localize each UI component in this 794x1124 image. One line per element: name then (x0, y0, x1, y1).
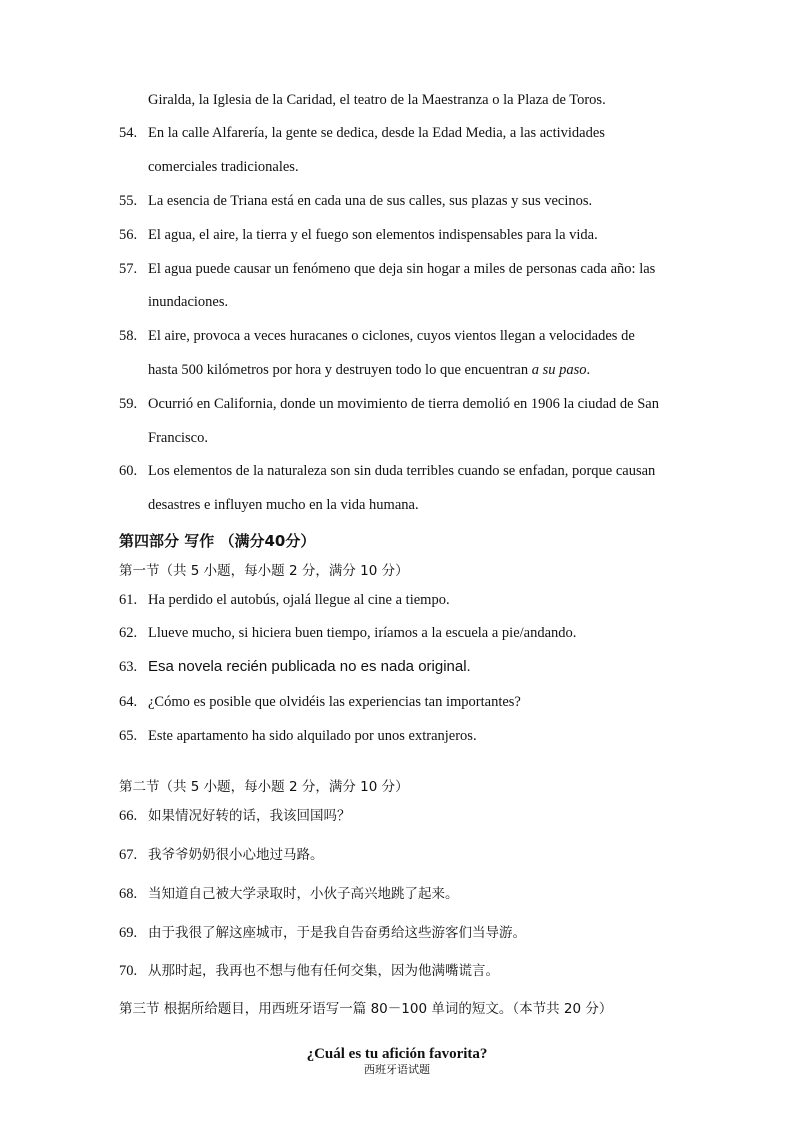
section2-heading: 第二节（共 5 小题，每小题 2 分，满分 10 分） (119, 779, 409, 795)
item-text: Ocurrió en California, donde un movimiento de tierra demolió en 1906 la ciudad de San (148, 396, 659, 412)
item-text: La esencia de Triana está en cada una de sus calles, sus plazas y sus vecinos. (148, 193, 593, 209)
item-number: 65. (119, 728, 138, 744)
item-number: 60. (119, 463, 138, 479)
item-number: 69. (119, 925, 138, 941)
item-text: Ha perdido el autobús, ojalá llegue al cine a tiempo. (148, 592, 450, 608)
part4-heading: 第四部分 写作 （满分40分） (119, 532, 316, 550)
item-text: El aire, provoca a veces huracanes o ciclones, cuyos vientos llegan a velocidades de (148, 328, 635, 344)
item-number: 67. (119, 847, 138, 863)
item-number: 64. (119, 694, 138, 710)
item-number: 62. (119, 625, 138, 641)
section3-heading: 第三节 根据所给题目，用西班牙语写一篇 80－100 单词的短文。（本节共 20 分） (119, 1001, 613, 1017)
item-58-line2-text: hasta 500 kilómetros por hora y destruyen todo lo que encuentran (148, 362, 532, 378)
item-text: En la calle Alfarería, la gente se dedica, desde la Edad Media, a las actividades (148, 125, 605, 141)
item-60-line2: desastres e influyen mucho en la vida humana. (148, 497, 419, 513)
item-text: Los elementos de la naturaleza son sin duda terribles cuando se enfadan, porque causan (148, 463, 656, 479)
item-text: 从那时起，我再也不想与他有任何交集，因为他满嘴谎言。 (148, 963, 499, 979)
item-text: Esa novela recién publicada no es nada original. (148, 658, 471, 675)
item-57-line2: inundaciones. (148, 294, 229, 310)
item-59-line2: Francisco. (148, 430, 208, 446)
item-number: 55. (119, 193, 138, 209)
item-text: 如果情况好转的话，我该回国吗？ (148, 808, 351, 824)
item-number: 66. (119, 808, 138, 824)
item-text: 由于我很了解这座城市，于是我自告奋勇给这些游客们当导游。 (148, 925, 526, 941)
page-footer: 西班牙语试题 (364, 1063, 430, 1076)
item-text: Llueve mucho, si hiciera buen tiempo, iríamos a la escuela a pie/andando. (148, 625, 577, 641)
item-text: 我爷爷奶奶很小心地过马路。 (148, 847, 324, 863)
item-53-continuation: Giralda, la Iglesia de la Caridad, el teatro de la Maestranza o la Plaza de Toros. (148, 92, 606, 108)
item-number: 70. (119, 963, 138, 979)
item-58-emphasis: a su paso (531, 362, 587, 378)
section1-heading: 第一节（共 5 小题，每小题 2 分，满分 10 分） (119, 563, 409, 579)
item-number: 56. (119, 227, 138, 243)
item-number: 68. (119, 886, 138, 902)
item-number: 61. (119, 592, 138, 608)
item-number: 63. (119, 659, 138, 675)
item-number: 54. (119, 125, 138, 141)
essay-title: ¿Cuál es tu afición favorita? (306, 1046, 488, 1062)
item-number: 57. (119, 261, 138, 277)
item-text: ¿Cómo es posible que olvidéis las experiencias tan importantes? (148, 694, 521, 710)
item-number: 58. (119, 328, 138, 344)
item-text: El agua puede causar un fenómeno que deja sin hogar a miles de personas cada año: las (148, 261, 656, 277)
item-text: 当知道自己被大学录取时，小伙子高兴地跳了起来。 (148, 886, 459, 902)
item-54-line2: comerciales tradicionales. (148, 159, 299, 175)
item-text: Este apartamento ha sido alquilado por unos extranjeros. (148, 728, 477, 744)
item-number: 59. (119, 396, 138, 412)
item-58-line2 (148, 360, 590, 380)
item-text: El agua, el aire, la tierra y el fuego son elementos indispensables para la vida. (148, 227, 598, 243)
item-58-period: . (586, 362, 591, 378)
